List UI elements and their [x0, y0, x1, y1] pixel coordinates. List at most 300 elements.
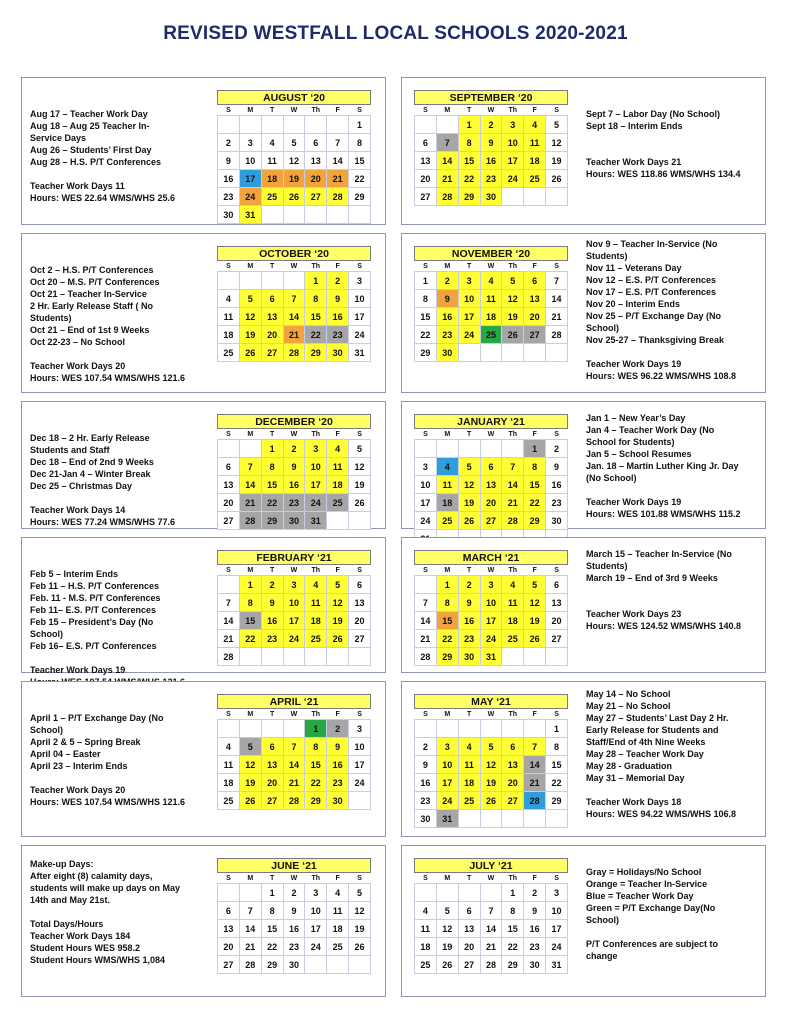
day-cell: 11 [218, 308, 240, 326]
day-cell [436, 884, 458, 902]
day-cell [436, 440, 458, 458]
weekday-header: S [423, 710, 428, 718]
note-line: After eight (8) calamity days, [30, 871, 153, 881]
weekday-header: Th [311, 106, 321, 114]
day-cell: 28 [480, 956, 502, 974]
day-cell: 5 [502, 272, 524, 290]
note-line: Nov 20 – Interim Ends [586, 299, 681, 309]
day-cell: 2 [480, 116, 502, 134]
day-cell: 23 [415, 792, 437, 810]
day-cell: 23 [327, 326, 349, 344]
day-cell [261, 206, 283, 224]
day-cell: 31 [239, 206, 261, 224]
calendar-february [217, 550, 371, 666]
day-cell: 8 [502, 902, 524, 920]
day-cell: 14 [546, 290, 568, 308]
day-cell: 8 [524, 458, 546, 476]
weekday-header: Th [311, 710, 321, 718]
note-line: Nov 25-27 – Thanksgiving Break [586, 335, 725, 345]
day-cell: 4 [502, 576, 524, 594]
weekday-header: S [226, 874, 231, 882]
day-cell: 24 [458, 326, 480, 344]
day-cell: 7 [436, 134, 458, 152]
note-line: May 14 – No School [586, 689, 671, 699]
day-cell: 2 [283, 440, 305, 458]
day-cell: 11 [327, 902, 349, 920]
day-cell: 26 [327, 630, 349, 648]
day-cell: 30 [436, 344, 458, 362]
day-cell: 31 [546, 956, 568, 974]
day-cell: 9 [327, 738, 349, 756]
weekday-header: S [357, 874, 362, 882]
day-cell: 18 [502, 612, 524, 630]
day-cell: 9 [283, 902, 305, 920]
day-cell: 9 [480, 134, 502, 152]
note-line: Feb 16– E.S. P/T Conferences [30, 641, 157, 651]
note-line: Jan. 18 – Martin Luther King Jr. Day [586, 461, 739, 471]
day-cell: 19 [502, 308, 524, 326]
day-cell: 6 [415, 134, 437, 152]
day-cell: 14 [283, 308, 305, 326]
note-line: Hours: WES 107.54 WMS/WHS 121.6 [30, 373, 186, 383]
day-cell: 14 [480, 920, 502, 938]
weekday-header: T [466, 874, 472, 882]
calendar-january [414, 414, 568, 548]
day-cell: 17 [436, 774, 458, 792]
day-cell: 30 [327, 344, 349, 362]
day-cell: 24 [436, 792, 458, 810]
weekday-header: S [554, 710, 559, 718]
month-notes-november [586, 238, 764, 382]
note-line: Nov 25 – P/T Exchange Day (No [586, 311, 722, 321]
day-cell: 13 [546, 594, 568, 612]
day-cell [305, 206, 327, 224]
weekday-header: M [444, 874, 451, 882]
day-cell: 8 [458, 134, 480, 152]
day-cell [283, 206, 305, 224]
weekday-header: T [466, 430, 472, 438]
weekday-header: F [532, 106, 537, 114]
day-cell: 3 [458, 272, 480, 290]
note-line: (No School) [586, 473, 637, 483]
day-cell [327, 956, 349, 974]
day-cell: 17 [415, 494, 437, 512]
week-row [415, 272, 568, 290]
week-row [218, 938, 371, 956]
day-cell [524, 344, 546, 362]
day-cell: 11 [502, 594, 524, 612]
note-line: Nov 9 – Teacher In-Service (No [586, 239, 718, 249]
day-cell: 23 [524, 938, 546, 956]
weekday-header: S [357, 710, 362, 718]
week-row [218, 134, 371, 152]
weekday-header: Th [508, 874, 518, 882]
day-cell: 18 [436, 494, 458, 512]
day-cell: 28 [546, 326, 568, 344]
week-row [218, 440, 371, 458]
day-cell: 5 [480, 738, 502, 756]
weekday-header: S [554, 262, 559, 270]
day-cell: 17 [349, 308, 371, 326]
month-title: AUGUST ‘20 [217, 90, 371, 105]
note-line: Oct 20 – M.S. P/T Conferences [30, 277, 160, 287]
week-row [415, 170, 568, 188]
day-cell: 13 [305, 152, 327, 170]
week-row [218, 188, 371, 206]
weekday-header: Th [311, 430, 321, 438]
day-cell: 12 [436, 920, 458, 938]
weekday-header: M [444, 710, 451, 718]
day-cell: 20 [261, 326, 283, 344]
day-cell: 13 [480, 476, 502, 494]
day-cell: 10 [349, 738, 371, 756]
note-line: Teacher Work Days 19 [586, 359, 682, 369]
day-cell: 1 [436, 576, 458, 594]
weekday-header: W [290, 430, 298, 438]
day-cell: 16 [327, 308, 349, 326]
weekday-header: T [269, 262, 275, 270]
week-row [218, 630, 371, 648]
day-cell: 21 [546, 308, 568, 326]
day-cell: 5 [239, 738, 261, 756]
day-cell: 7 [218, 594, 240, 612]
note-line [30, 906, 212, 918]
day-cell: 23 [283, 938, 305, 956]
day-cell: 2 [261, 576, 283, 594]
month-notes-june [30, 858, 212, 966]
weekday-header: W [290, 874, 298, 882]
day-cell: 11 [436, 476, 458, 494]
day-cell: 24 [546, 938, 568, 956]
day-cell [480, 440, 502, 458]
month-notes-october [30, 264, 212, 384]
day-cell: 22 [305, 326, 327, 344]
day-cell: 9 [261, 594, 283, 612]
day-cell [458, 440, 480, 458]
day-cell: 7 [239, 902, 261, 920]
note-line [30, 168, 212, 180]
day-cell: 19 [458, 494, 480, 512]
note-line: Sept 18 – Interim Ends [586, 121, 683, 131]
note-line [30, 348, 212, 360]
note-line [30, 652, 212, 664]
day-cell: 7 [327, 134, 349, 152]
day-cell: 11 [480, 290, 502, 308]
weekday-header: T [466, 106, 472, 114]
note-line: School) [30, 629, 63, 639]
day-cell: 22 [261, 938, 283, 956]
day-cell: 8 [305, 290, 327, 308]
day-cell: 16 [524, 920, 546, 938]
day-cell: 3 [349, 720, 371, 738]
weekday-header: F [532, 566, 537, 574]
day-cell: 5 [546, 116, 568, 134]
day-cell [546, 810, 568, 828]
weekday-header: S [226, 262, 231, 270]
week-row [218, 344, 371, 362]
day-cell: 30 [218, 206, 240, 224]
day-cell: 1 [261, 884, 283, 902]
day-cell: 2 [458, 576, 480, 594]
day-cell: 26 [436, 956, 458, 974]
note-line [586, 484, 764, 496]
note-line: Jan 1 – New Year’s Day [586, 413, 686, 423]
day-cell: 5 [458, 458, 480, 476]
day-cell: 26 [349, 938, 371, 956]
note-line [586, 784, 764, 796]
calendar-december [217, 414, 371, 530]
day-cell [502, 810, 524, 828]
day-cell: 14 [436, 152, 458, 170]
day-cell: 21 [327, 170, 349, 188]
day-cell: 25 [480, 326, 502, 344]
day-cell: 7 [283, 738, 305, 756]
weekday-header: W [290, 106, 298, 114]
week-row [218, 594, 371, 612]
day-cell: 19 [524, 612, 546, 630]
month-panel-april [21, 681, 386, 837]
weekday-header: F [335, 106, 340, 114]
weekday-header: Th [311, 262, 321, 270]
day-cell: 28 [415, 648, 437, 666]
day-cell [480, 810, 502, 828]
day-cell: 15 [261, 920, 283, 938]
day-cell: 15 [415, 308, 437, 326]
day-cell: 30 [283, 956, 305, 974]
note-line [586, 584, 764, 596]
weekday-header: S [226, 710, 231, 718]
weekday-header: Th [508, 106, 518, 114]
month-panel-march [401, 537, 766, 673]
weekday-header: S [357, 566, 362, 574]
note-line: Teacher Work Days 20 [30, 785, 126, 795]
note-line: Hours: WES 94.22 WMS/WHS 106.8 [586, 809, 737, 819]
note-line [586, 926, 764, 938]
weekday-header: S [423, 430, 428, 438]
week-row [415, 458, 568, 476]
day-cell: 24 [502, 170, 524, 188]
week-row [218, 152, 371, 170]
weekday-header: S [226, 430, 231, 438]
day-cell: 2 [327, 720, 349, 738]
week-row [415, 116, 568, 134]
day-cell: 3 [436, 738, 458, 756]
day-cell: 29 [305, 792, 327, 810]
day-cell [239, 272, 261, 290]
day-cell: 4 [436, 458, 458, 476]
week-row [415, 512, 568, 530]
day-cell: 19 [239, 774, 261, 792]
day-cell: 7 [239, 458, 261, 476]
day-cell: 5 [327, 576, 349, 594]
weekday-header: Th [508, 262, 518, 270]
day-cell: 19 [546, 152, 568, 170]
day-cell: 16 [283, 476, 305, 494]
note-line: March 15 – Teacher In-Service (No [586, 549, 732, 559]
day-cell [458, 884, 480, 902]
day-cell: 9 [283, 458, 305, 476]
day-cell: 1 [458, 116, 480, 134]
day-cell [349, 792, 371, 810]
day-cell: 18 [480, 308, 502, 326]
day-cell: 25 [327, 494, 349, 512]
weekday-header: Th [508, 430, 518, 438]
day-cell: 17 [305, 920, 327, 938]
day-cell: 23 [480, 170, 502, 188]
note-line: Student Hours WMS/WHS 1,084 [30, 955, 166, 965]
day-cell [415, 440, 437, 458]
day-cell: 13 [218, 920, 240, 938]
day-cell: 29 [524, 512, 546, 530]
weekday-header: S [554, 106, 559, 114]
month-notes-february [30, 568, 212, 688]
day-cell: 2 [436, 272, 458, 290]
day-cell: 4 [218, 290, 240, 308]
day-cell: 20 [218, 938, 240, 956]
day-cell: 1 [305, 720, 327, 738]
note-line: Students) [586, 251, 628, 261]
day-cell: 11 [415, 920, 437, 938]
day-cell: 13 [458, 920, 480, 938]
day-cell: 12 [349, 902, 371, 920]
day-cell: 23 [261, 630, 283, 648]
day-cell: 10 [239, 152, 261, 170]
day-cell [349, 206, 371, 224]
weekday-header: S [554, 874, 559, 882]
day-cell: 26 [349, 494, 371, 512]
day-cell: 15 [436, 612, 458, 630]
day-cell: 5 [239, 290, 261, 308]
weekday-header: M [247, 430, 254, 438]
day-cell: 29 [502, 956, 524, 974]
day-cell [502, 440, 524, 458]
note-line: Nov 11 – Veterans Day [586, 263, 682, 273]
week-row [218, 206, 371, 224]
day-cell: 27 [261, 792, 283, 810]
day-cell: 4 [327, 884, 349, 902]
month-panel-december [21, 401, 386, 529]
day-cell: 1 [415, 272, 437, 290]
month-title: MAY ‘21 [414, 694, 568, 709]
day-cell: 20 [480, 494, 502, 512]
day-cell: 8 [349, 134, 371, 152]
day-cell: 21 [502, 494, 524, 512]
day-cell [524, 720, 546, 738]
day-cell: 30 [327, 792, 349, 810]
weekday-header: F [335, 566, 340, 574]
month-panel-september [401, 77, 766, 225]
note-line: Oct 2 – H.S. P/T Conferences [30, 265, 154, 275]
day-cell: 1 [239, 576, 261, 594]
weekday-header: W [487, 566, 495, 574]
weekday-header: W [487, 262, 495, 270]
day-cell: 15 [349, 152, 371, 170]
day-cell: 28 [283, 344, 305, 362]
day-cell [436, 720, 458, 738]
note-line: Hours: WES 107.54 WMS/WHS 121.6 [30, 797, 186, 807]
day-cell: 12 [239, 756, 261, 774]
day-cell: 22 [305, 774, 327, 792]
day-cell: 6 [218, 902, 240, 920]
note-line: Dec 18 – End of 2nd 9 Weeks [30, 457, 154, 467]
week-row [218, 612, 371, 630]
day-cell: 5 [524, 576, 546, 594]
weekday-header: M [247, 566, 254, 574]
calendar-june [217, 858, 371, 974]
day-cell: 14 [524, 756, 546, 774]
day-cell [349, 956, 371, 974]
day-cell: 11 [327, 458, 349, 476]
day-cell [502, 648, 524, 666]
week-row [415, 810, 568, 828]
weekday-header: T [269, 430, 275, 438]
day-cell: 24 [349, 774, 371, 792]
day-cell: 30 [546, 512, 568, 530]
note-line: Aug 26 – Students’ First Day [30, 145, 152, 155]
day-cell: 23 [218, 188, 240, 206]
day-cell: 31 [436, 810, 458, 828]
note-line [586, 596, 764, 608]
day-cell: 1 [502, 884, 524, 902]
note-line [30, 772, 212, 784]
day-cell [218, 576, 240, 594]
note-line: Hours: WES 124.52 WMS/WHS 140.8 [586, 621, 742, 631]
calendar-april [217, 694, 371, 810]
weekday-header: S [423, 566, 428, 574]
calendar-october [217, 246, 371, 362]
week-row [415, 902, 568, 920]
day-cell: 3 [305, 440, 327, 458]
day-cell: 12 [480, 756, 502, 774]
day-cell: 31 [305, 512, 327, 530]
day-cell [415, 576, 437, 594]
day-cell: 1 [261, 440, 283, 458]
note-line: Green = P/T Exchange Day(No [586, 903, 716, 913]
week-row [415, 290, 568, 308]
weekday-header: T [269, 566, 275, 574]
day-cell: 8 [305, 738, 327, 756]
week-row [415, 884, 568, 902]
day-cell: 20 [458, 938, 480, 956]
week-row [218, 720, 371, 738]
note-line: Teacher Work Days 18 [586, 797, 682, 807]
day-cell: 6 [524, 272, 546, 290]
day-cell: 2 [524, 884, 546, 902]
day-cell: 4 [524, 116, 546, 134]
month-title: OCTOBER ‘20 [217, 246, 371, 261]
day-cell: 26 [458, 512, 480, 530]
weekday-header: W [487, 106, 495, 114]
day-cell: 26 [546, 170, 568, 188]
weekday-header: T [269, 106, 275, 114]
weekday-header: Th [508, 710, 518, 718]
day-cell: 25 [218, 792, 240, 810]
day-cell: 3 [349, 272, 371, 290]
day-cell: 16 [436, 308, 458, 326]
note-line [586, 132, 764, 144]
week-row [218, 308, 371, 326]
note-line [586, 346, 764, 358]
note-line: April 23 – Interim Ends [30, 761, 128, 771]
note-line: Feb 15 – President’s Day (No [30, 617, 154, 627]
day-cell [261, 720, 283, 738]
day-cell: 14 [239, 920, 261, 938]
day-cell: 22 [239, 630, 261, 648]
day-cell: 19 [480, 774, 502, 792]
weekday-header: S [554, 566, 559, 574]
month-notes-september [586, 108, 764, 180]
week-row [218, 576, 371, 594]
